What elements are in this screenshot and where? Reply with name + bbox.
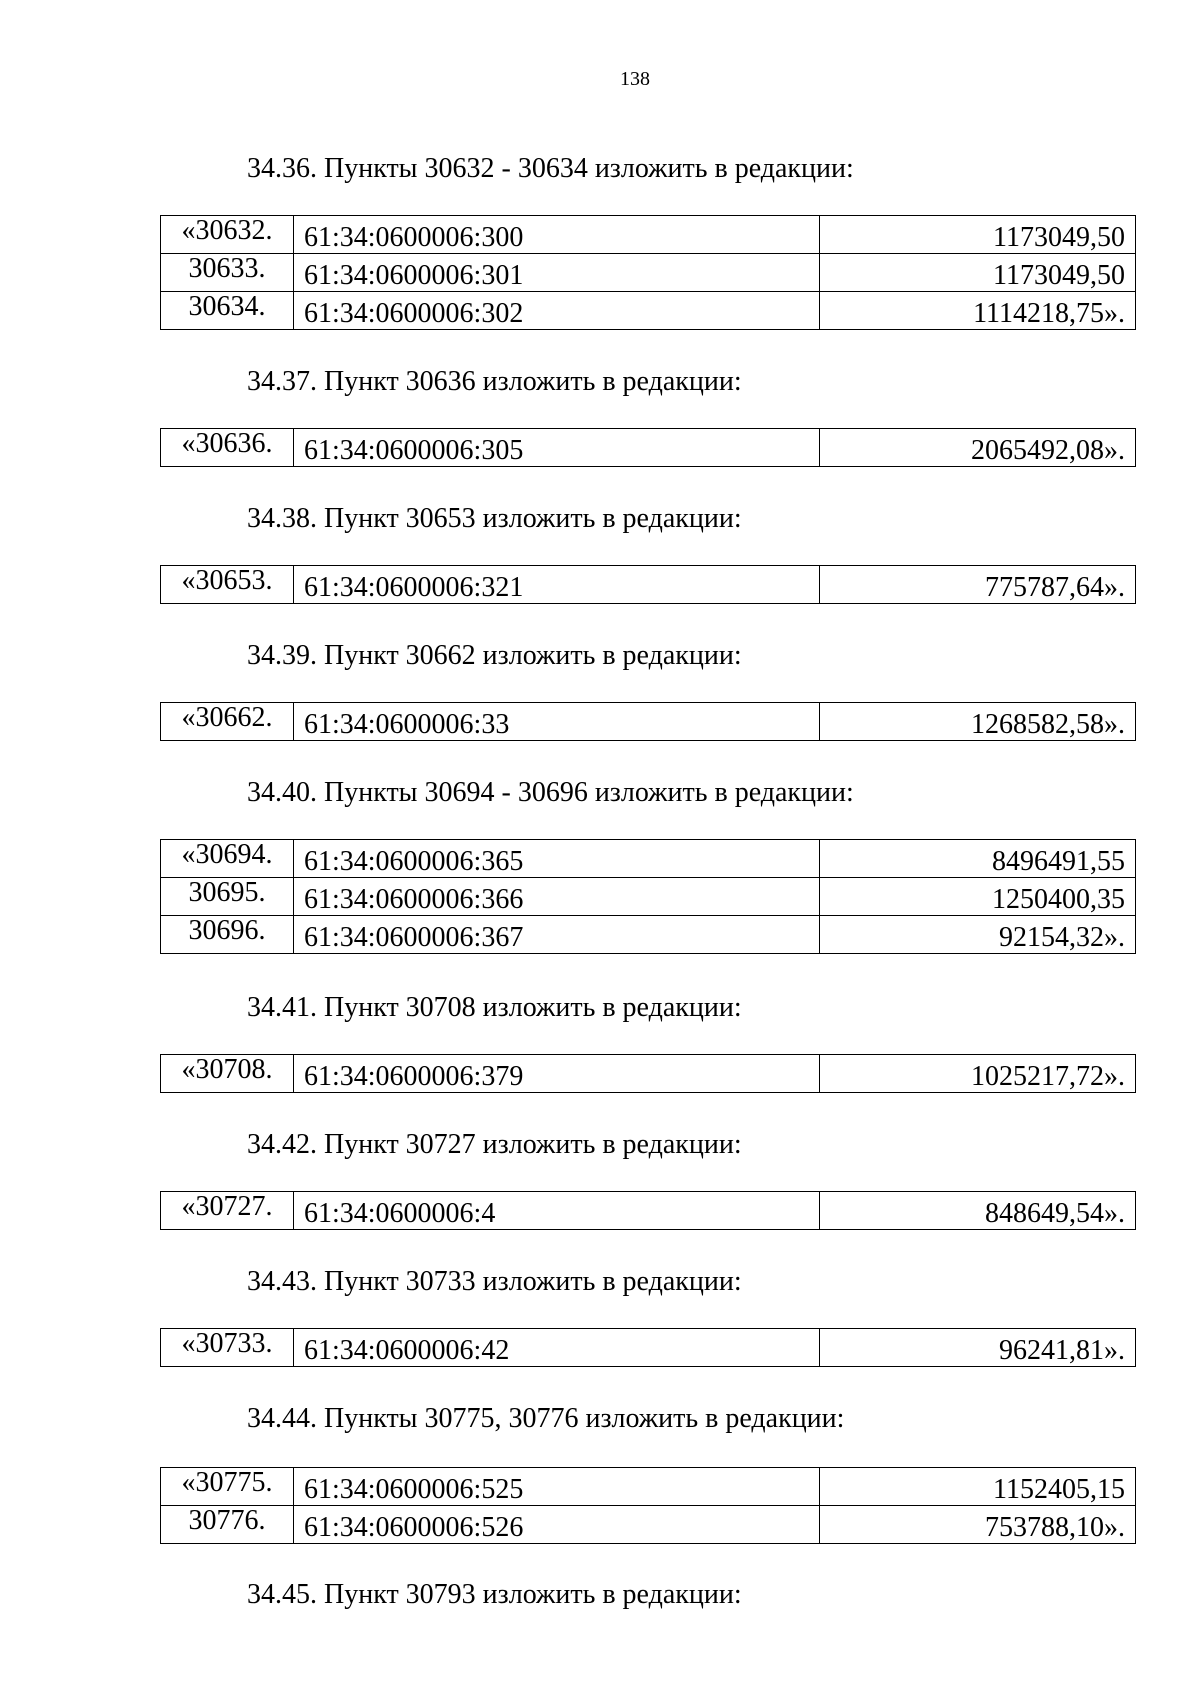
table-row [161,703,1136,741]
table-row [161,916,1136,954]
cadastral-value: 8496491,55 [820,840,1136,878]
item-number: «30775. [161,1468,294,1506]
section-heading: 34.39. Пункт 30662 изложить в редакции: [247,640,742,671]
cadastral-number: 61:34:0600006:300 [294,216,820,254]
cadastral-number: 61:34:0600006:526 [294,1506,820,1544]
section-heading: 34.42. Пункт 30727 изложить в редакции: [247,1129,742,1160]
table-row [161,429,1136,467]
section-heading: 34.36. Пункты 30632 - 30634 изложить в редакции: [247,153,854,184]
cadastral-value: 1250400,35 [820,878,1136,916]
amendment-table [160,1191,1136,1230]
amendment-table [160,428,1136,467]
page-number: 138 [620,68,650,90]
cadastral-value: 1173049,50 [820,216,1136,254]
section-heading: 34.45. Пункт 30793 изложить в редакции: [247,1579,742,1610]
amendment-table [160,1328,1136,1367]
table-row [161,1192,1136,1230]
amendment-table [160,1467,1136,1544]
amendment-table [160,1054,1136,1093]
cadastral-number: 61:34:0600006:366 [294,878,820,916]
cadastral-value: 1152405,15 [820,1468,1136,1506]
item-number: «30632. [161,216,294,254]
amendment-table [160,565,1136,604]
cadastral-number: 61:34:0600006:365 [294,840,820,878]
item-number: «30708. [161,1055,294,1093]
table-row [161,840,1136,878]
section-heading: 34.37. Пункт 30636 изложить в редакции: [247,366,742,397]
cadastral-value: 753788,10». [820,1506,1136,1544]
amendment-table [160,702,1136,741]
cadastral-value: 96241,81». [820,1329,1136,1367]
cadastral-number: 61:34:0600006:525 [294,1468,820,1506]
item-number: 30634. [161,292,294,330]
cadastral-value: 1114218,75». [820,292,1136,330]
item-number: «30662. [161,703,294,741]
cadastral-value: 2065492,08». [820,429,1136,467]
item-number: 30695. [161,878,294,916]
cadastral-value: 1268582,58». [820,703,1136,741]
table-row [161,878,1136,916]
cadastral-number: 61:34:0600006:301 [294,254,820,292]
table-row [161,1055,1136,1093]
item-number: «30653. [161,566,294,604]
cadastral-number: 61:34:0600006:4 [294,1192,820,1230]
cadastral-number: 61:34:0600006:321 [294,566,820,604]
cadastral-value: 775787,64». [820,566,1136,604]
item-number: 30776. [161,1506,294,1544]
table-row [161,1468,1136,1506]
amendment-table [160,839,1136,954]
cadastral-number: 61:34:0600006:302 [294,292,820,330]
item-number: «30694. [161,840,294,878]
section-heading: 34.40. Пункты 30694 - 30696 изложить в редакции: [247,777,854,808]
amendment-table [160,215,1136,330]
item-number: «30636. [161,429,294,467]
section-heading: 34.41. Пункт 30708 изложить в редакции: [247,992,742,1023]
table-row [161,292,1136,330]
section-heading: 34.44. Пункты 30775, 30776 изложить в редакции: [247,1403,845,1434]
cadastral-number: 61:34:0600006:42 [294,1329,820,1367]
item-number: «30733. [161,1329,294,1367]
cadastral-value: 848649,54». [820,1192,1136,1230]
item-number: «30727. [161,1192,294,1230]
cadastral-value: 1025217,72». [820,1055,1136,1093]
table-row [161,216,1136,254]
cadastral-value: 1173049,50 [820,254,1136,292]
item-number: 30633. [161,254,294,292]
table-row [161,1329,1136,1367]
table-row [161,1506,1136,1544]
cadastral-number: 61:34:0600006:379 [294,1055,820,1093]
cadastral-number: 61:34:0600006:305 [294,429,820,467]
section-heading: 34.43. Пункт 30733 изложить в редакции: [247,1266,742,1297]
table-row [161,254,1136,292]
table-row [161,566,1136,604]
cadastral-value: 92154,32». [820,916,1136,954]
item-number: 30696. [161,916,294,954]
cadastral-number: 61:34:0600006:33 [294,703,820,741]
cadastral-number: 61:34:0600006:367 [294,916,820,954]
section-heading: 34.38. Пункт 30653 изложить в редакции: [247,503,742,534]
